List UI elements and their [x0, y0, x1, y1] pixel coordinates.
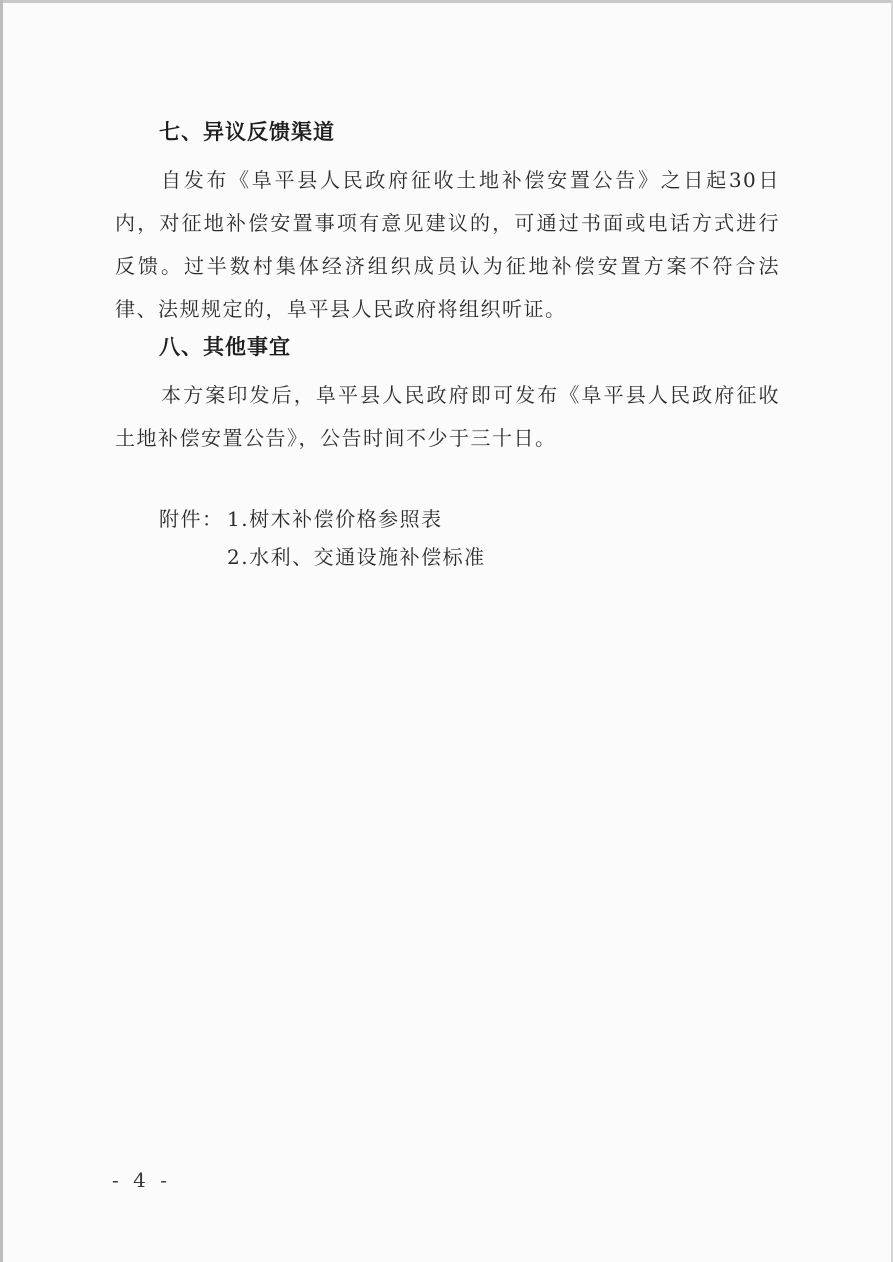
attachment-row — [115, 500, 780, 538]
attachment-item-2: 2.水利、交通设施补偿标准 — [227, 545, 486, 569]
scan-edge-top — [0, 0, 893, 3]
attachment-item-1: 1.树木补偿价格参照表 — [227, 507, 443, 531]
scan-edge-left — [0, 0, 3, 1262]
attachments-label: 附件： — [159, 507, 224, 531]
section-heading-objection-feedback: 七、异议反馈渠道 — [159, 120, 335, 144]
attachment-row — [115, 538, 780, 576]
section-paragraph-other-matters: 本方案印发后，阜平县人民政府即可发布《阜平县人民政府征收土地补偿安置公告》，公告时间不少于三十日。 — [115, 383, 780, 450]
attachments-block — [115, 500, 780, 576]
page-number: - 4 - — [112, 1168, 171, 1192]
section-paragraph-objection-feedback: 自发布《阜平县人民政府征收土地补偿安置公告》之日起30日内，对征地补偿安置事项有意见建议的，可通过书面或电话方式进行反馈。过半数村集体经济组织成员认为征地补偿安置方案不符合法律、法规规定的，阜平县人民政府将组织听证。 — [115, 168, 780, 321]
section-heading-other-matters: 八、其他事宜 — [159, 335, 291, 359]
document-body — [115, 116, 780, 576]
